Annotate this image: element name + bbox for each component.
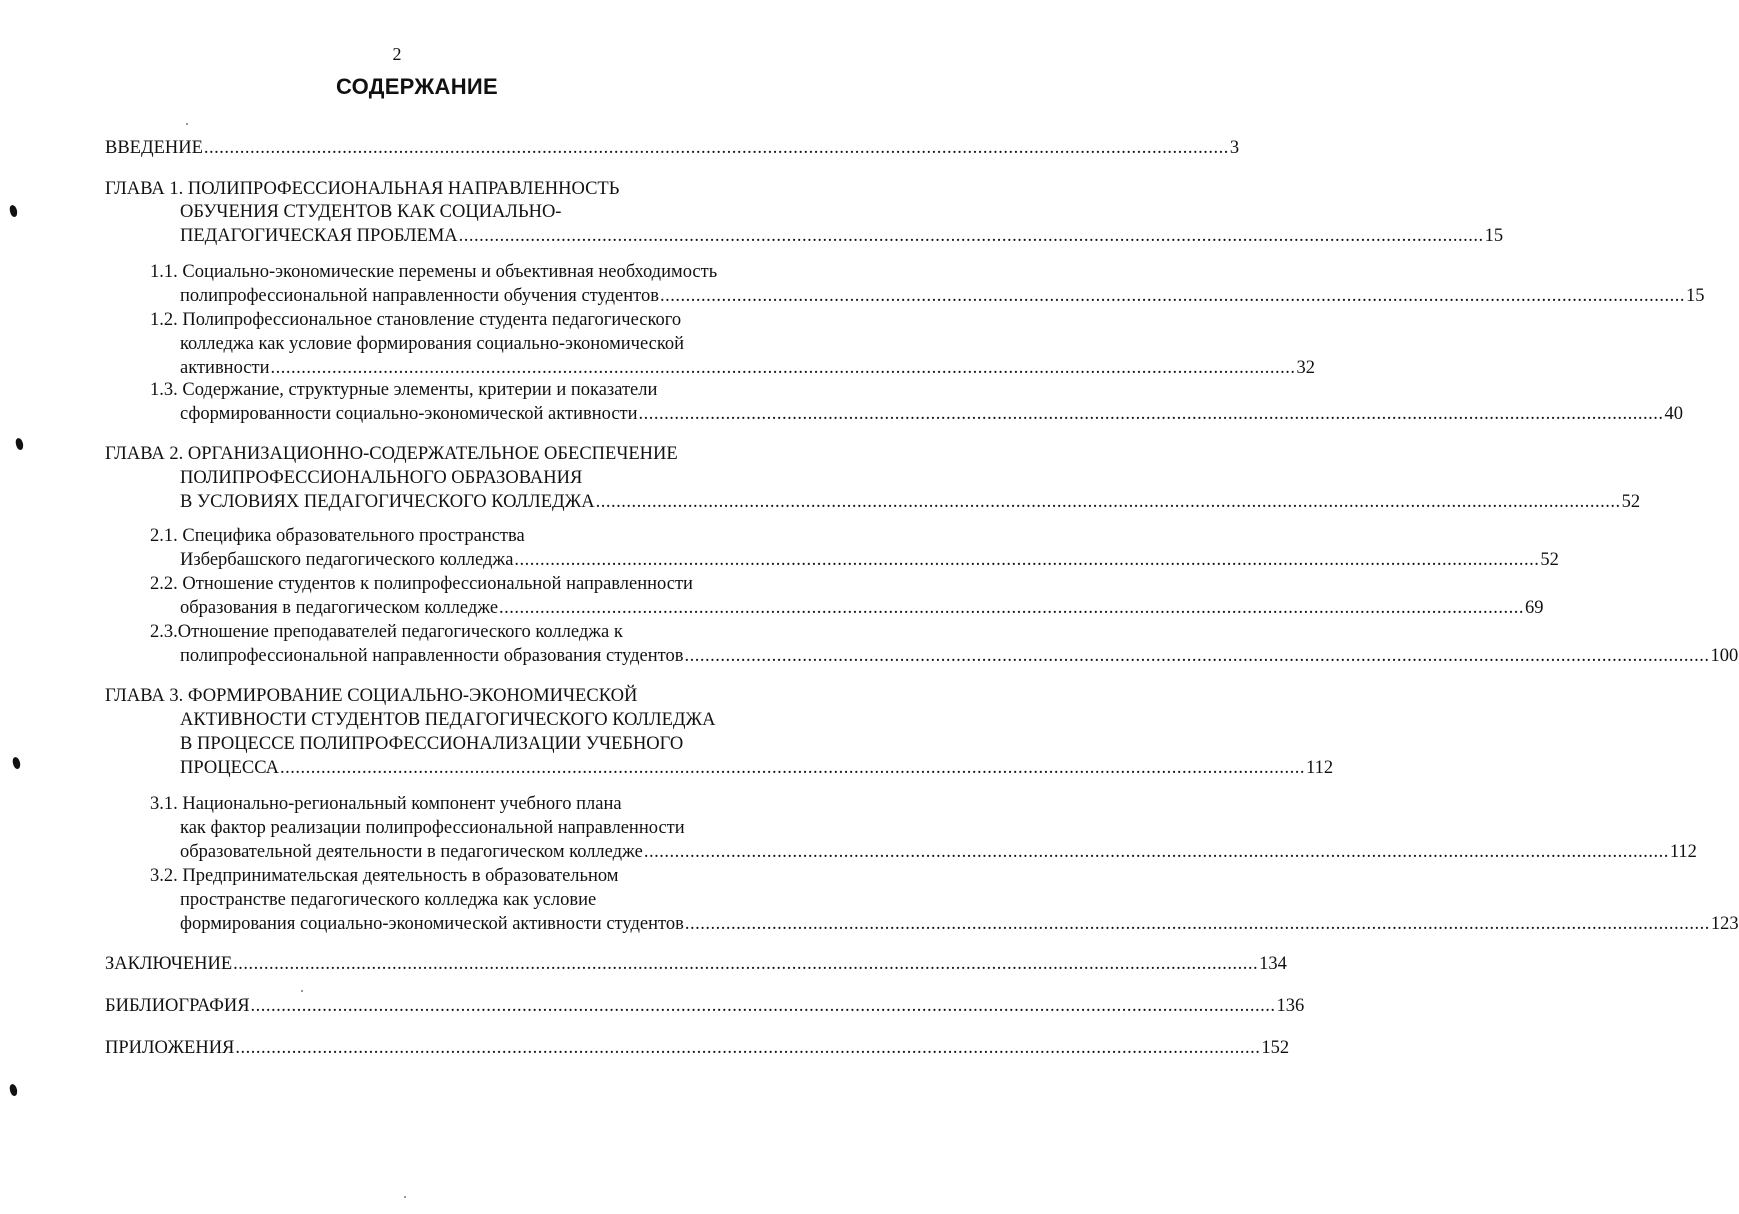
toc-dot-leader: ........................................................................................................................................................................................................: [638, 404, 1664, 424]
toc-entry-title: формирования социально-экономической активности студентов: [180, 914, 684, 934]
toc-page-number: 112: [1306, 758, 1334, 778]
toc-entry-title: 2.3.Отношение преподавателей педагогического колледжа к: [150, 622, 623, 642]
toc-page-number: 134: [1259, 954, 1287, 974]
binding-hole-mark: [12, 756, 21, 769]
toc-entry-line: [150, 620, 623, 644]
toc-dot-leader: ........................................................................................................................................................................................................: [250, 996, 1276, 1016]
toc-entry-line: [150, 792, 622, 816]
toc-entry-title: 2.2. Отношение студентов к полипрофессиональной направленности: [150, 574, 693, 594]
toc-entry-title: полипрофессиональной направленности образования студентов: [180, 646, 684, 666]
toc-dot-leader: ........................................................................................................................................................................................................: [235, 1038, 1261, 1058]
toc-entry-title: ОБУЧЕНИЯ СТУДЕНТОВ КАК СОЦИАЛЬНО-: [180, 202, 562, 222]
binding-hole-mark: [9, 204, 18, 217]
toc-dot-leader: ........................................................................................................................................................................................................: [684, 646, 1710, 666]
toc-dot-leader: ........................................................................................................................................................................................................: [203, 138, 1229, 158]
binding-hole-mark: [15, 437, 24, 450]
toc-entry-title: активности: [180, 358, 270, 378]
toc-entry-line: [180, 816, 685, 840]
toc-page-number: 52: [1621, 492, 1641, 512]
toc-entry-title: ВВЕДЕНИЕ: [105, 138, 203, 158]
toc-dot-leader: ........................................................................................................................................................................................................: [595, 492, 1621, 512]
toc-entry: [180, 912, 1739, 936]
toc-page-number: 32: [1296, 358, 1315, 378]
toc-entry: [180, 490, 1641, 514]
toc-entry: [180, 548, 1559, 572]
toc-entry: [180, 402, 1684, 426]
toc-entry: [105, 952, 1287, 976]
toc-entry-line: [180, 466, 582, 490]
toc-entry-title: 1.2. Полипрофессиональное становление студента педагогического: [150, 310, 682, 330]
toc-entry-title: ГЛАВА 1. ПОЛИПРОФЕССИОНАЛЬНАЯ НАПРАВЛЕННОСТЬ: [105, 179, 620, 199]
toc-entry-line: [180, 200, 561, 224]
toc-entry-title: 3.1. Национально-региональный компонент учебного плана: [150, 794, 622, 814]
toc-entry-title: ПРИЛОЖЕНИЯ: [105, 1038, 235, 1058]
toc-entry-title: образования в педагогическом колледже: [180, 598, 499, 618]
toc-dot-leader: ........................................................................................................................................................................................................: [643, 842, 1669, 862]
toc-dot-leader: ........................................................................................................................................................................................................: [458, 226, 1484, 246]
toc-entry: [180, 356, 1315, 380]
toc-page-number: 100: [1710, 646, 1739, 666]
toc-entry: [180, 644, 1739, 668]
toc-entry-title: как фактор реализации полипрофессиональной направленности: [180, 818, 685, 838]
toc-page-number: 52: [1540, 550, 1559, 570]
toc-page-number: 123: [1710, 914, 1739, 934]
scan-speck: [301, 990, 303, 992]
toc-entry-line: [180, 332, 684, 356]
toc-entry-title: ГЛАВА 3. ФОРМИРОВАНИЕ СОЦИАЛЬНО-ЭКОНОМИЧЕСКОЙ: [105, 686, 638, 706]
toc-entry-title: Избербашского педагогического колледжа: [180, 550, 514, 570]
toc-page-number: 69: [1525, 598, 1544, 618]
toc-entry: [105, 1036, 1290, 1060]
toc-entry-line: [150, 864, 618, 888]
toc-entry-title: сформированности социально-экономической активности: [180, 404, 638, 424]
toc-entry: [180, 756, 1334, 780]
toc-page-number: 152: [1261, 1038, 1290, 1058]
toc-dot-leader: ........................................................................................................................................................................................................: [499, 598, 1525, 618]
toc-entry-title: В УСЛОВИЯХ ПЕДАГОГИЧЕСКОГО КОЛЛЕДЖА: [180, 492, 595, 512]
toc-entry-title: 1.1. Социально-экономические перемены и объективная необходимость: [150, 262, 718, 282]
scan-speck: [186, 123, 188, 125]
toc-entry: [180, 284, 1705, 308]
toc-entry: [180, 596, 1544, 620]
toc-entry-title: ПРОЦЕССА: [180, 758, 280, 778]
toc-entry-line: [105, 177, 619, 201]
toc-entry: [180, 840, 1697, 864]
toc-entry-title: полипрофессиональной направленности обучения студентов: [180, 286, 659, 306]
toc-entry-line: [180, 888, 596, 912]
scan-speck: [404, 1196, 406, 1198]
toc-entry-line: [180, 732, 683, 756]
toc-entry: [180, 224, 1504, 248]
toc-entry-line: [180, 708, 715, 732]
toc-entry-title: В ПРОЦЕССЕ ПОЛИПРОФЕССИОНАЛИЗАЦИИ УЧЕБНОГО: [180, 734, 684, 754]
toc-dot-leader: ........................................................................................................................................................................................................: [684, 914, 1710, 934]
toc-page-number: 40: [1664, 404, 1684, 424]
toc-page-number: 15: [1484, 226, 1504, 246]
toc-entry: [105, 136, 1240, 160]
toc-entry-line: [150, 260, 717, 284]
binding-hole-mark: [9, 1083, 18, 1096]
toc-entry-title: ЗАКЛЮЧЕНИЕ: [105, 954, 233, 974]
page-title: СОДЕРЖАНИЕ: [335, 74, 499, 99]
toc-dot-leader: ........................................................................................................................................................................................................: [233, 954, 1259, 974]
toc-page-number: 15: [1685, 286, 1705, 306]
toc-dot-leader: ........................................................................................................................................................................................................: [659, 286, 1685, 306]
toc-entry-title: 2.1. Специфика образовательного пространства: [150, 526, 525, 546]
toc-entry: [105, 994, 1305, 1018]
toc-page-number: 3: [1229, 138, 1240, 158]
toc-entry-title: образовательной деятельности в педагогическом колледже: [180, 842, 643, 862]
toc-entry-title: 1.3. Содержание, структурные элементы, критерии и показатели: [150, 380, 658, 400]
toc-entry-title: ПЕДАГОГИЧЕСКАЯ ПРОБЛЕМА: [180, 226, 458, 246]
toc-entry-title: колледжа как условие формирования социально-экономической: [180, 334, 685, 354]
toc-page-number: 136: [1276, 996, 1305, 1016]
toc-page-number: 112: [1669, 842, 1697, 862]
toc-entry-line: [105, 442, 678, 466]
toc-entry-title: пространстве педагогического колледжа как условие: [180, 890, 597, 910]
toc-entry-line: [150, 308, 681, 332]
toc-dot-leader: ........................................................................................................................................................................................................: [514, 550, 1540, 570]
toc-entry-line: [150, 378, 657, 402]
toc-entry-title: ГЛАВА 2. ОРГАНИЗАЦИОННО-СОДЕРЖАТЕЛЬНОЕ ОБЕСПЕЧЕНИЕ: [105, 444, 678, 464]
toc-entry-title: ПОЛИПРОФЕССИОНАЛЬНОГО ОБРАЗОВАНИЯ: [180, 468, 583, 488]
page-number: 2: [392, 44, 402, 64]
toc-dot-leader: ........................................................................................................................................................................................................: [280, 758, 1306, 778]
toc-entry-line: [105, 684, 637, 708]
toc-entry-title: БИБЛИОГРАФИЯ: [105, 996, 250, 1016]
toc-entry-line: [150, 524, 525, 548]
toc-entry-title: АКТИВНОСТИ СТУДЕНТОВ ПЕДАГОГИЧЕСКОГО КОЛЛЕДЖА: [180, 710, 716, 730]
toc-entry-title: 3.2. Предпринимательская деятельность в образовательном: [150, 866, 619, 886]
toc-entry-line: [150, 572, 693, 596]
toc-dot-leader: ........................................................................................................................................................................................................: [270, 358, 1296, 378]
